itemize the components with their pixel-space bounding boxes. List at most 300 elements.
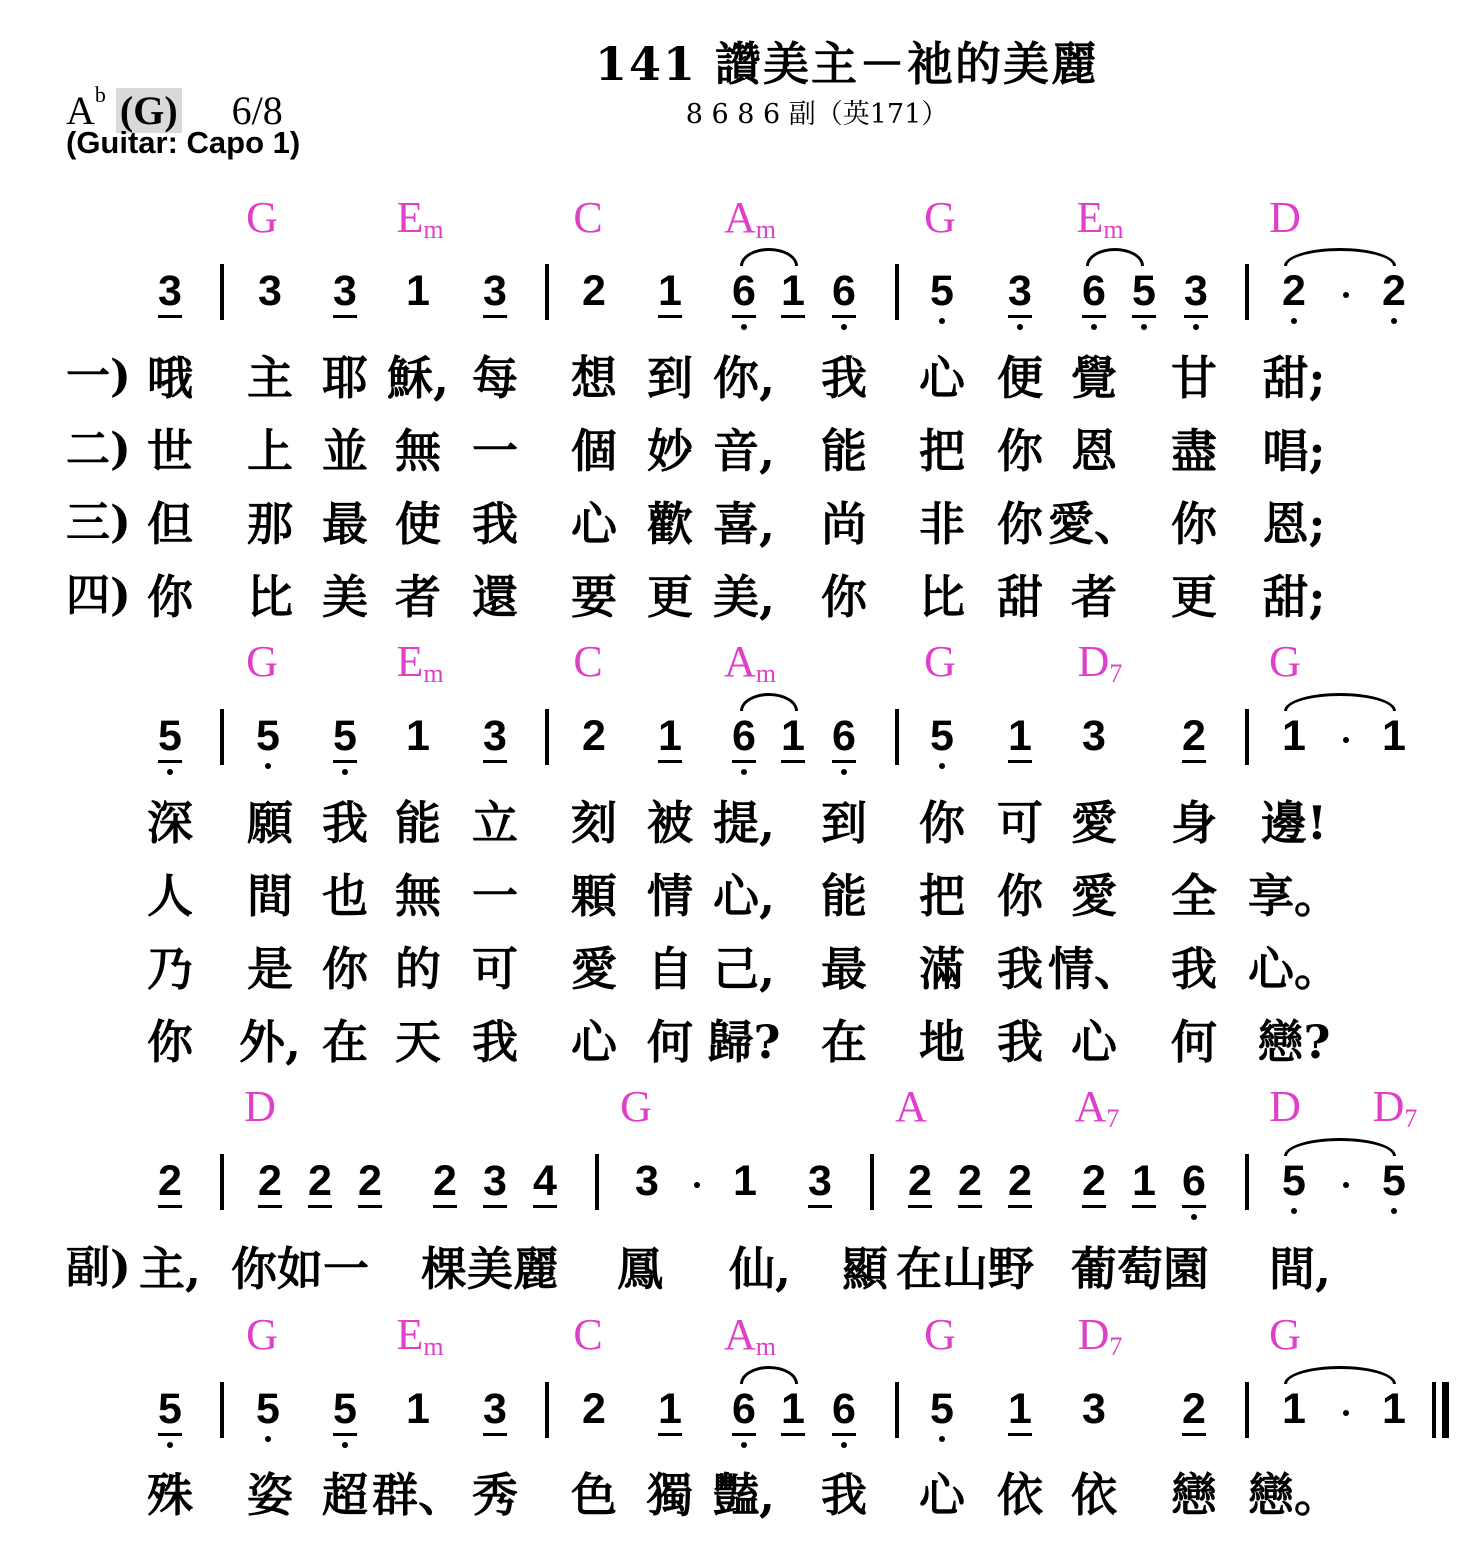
lyric-word: 一 [472,424,518,478]
capo-note: (Guitar: Capo 1) [66,125,301,160]
lyric-word: 者 [395,570,441,624]
note: 5 [333,1388,357,1436]
note: 2 [1382,267,1406,315]
lyric-word: 一 [472,869,518,923]
lyric-word: 甜; [1262,351,1326,405]
chord-root: E [396,193,424,242]
lyric-word: 心, [712,869,776,923]
note: 1 [781,1388,805,1436]
tie-arc [1284,1366,1396,1384]
tie-arc [1284,248,1396,266]
bar-line [1245,264,1249,320]
low-octave-dot [1017,324,1023,330]
note: 3 [483,715,507,763]
lyric-word: 甘 [1171,351,1217,405]
lyric-word: 我 [821,351,867,405]
lyric-word: 還 [472,570,518,624]
note: 6 [832,270,856,318]
chord-root: A [723,1310,756,1359]
note: 1 [733,1157,757,1205]
bar-line [220,709,224,765]
dot-extension [1343,737,1349,743]
note: 2 [1008,1160,1032,1208]
lyric-word: 最 [322,497,368,551]
lyric-word: 我 [821,1468,867,1522]
lyric-word: 愛 [1071,796,1117,850]
bar-line [220,264,224,320]
low-octave-dot [841,769,847,775]
lyric-word: 秀 [472,1468,518,1522]
chord-root: A [895,1082,927,1131]
lyric-word: 棵美麗 [421,1242,559,1296]
lyric-word: 心 [571,497,617,551]
low-octave-dot [342,1442,348,1448]
note: 3 [808,1160,832,1208]
lyric-word: 在山野 [896,1242,1034,1296]
lyric-word: 更 [1171,570,1217,624]
chord-symbol [573,637,603,686]
low-octave-dot [741,1442,747,1448]
lyric-word: 心 [919,351,965,405]
chord-symbol [1076,193,1124,244]
lyric-word: 戀? [1257,1015,1331,1069]
note: 1 [658,715,682,763]
tie-arc [740,1366,798,1384]
low-octave-dot [939,763,945,769]
chord-symbol [723,1310,777,1361]
lyric-word: 但 [147,497,193,551]
note: 1 [406,1385,430,1433]
lyric-word: 人 [147,869,193,923]
tie-arc [1086,248,1144,266]
bar-line [870,1154,874,1210]
final-barline-thick [1442,1382,1449,1438]
meter-line: 8 6 8 6 副（英171） [685,99,949,130]
lyric-word: 心 [1071,1015,1117,1069]
bar-line [1245,1382,1249,1438]
note: 2 [1082,1160,1106,1208]
lyric-word: 我 [997,1015,1043,1069]
note: 1 [1282,712,1306,760]
lyric-word: 把 [919,869,965,923]
note: 3 [483,270,507,318]
chord-root: G [620,1082,652,1131]
chord-symbol [1269,1082,1301,1131]
lyric-word: 我 [472,497,518,551]
lyric-word: 歸? [707,1015,781,1069]
lyric-word: 妙 [647,424,693,478]
note: 2 [908,1160,932,1208]
chord-symbol [396,1310,444,1361]
lyric-word: 盡 [1171,424,1217,478]
low-octave-dot [167,1442,173,1448]
lyric-word: 你 [147,570,193,624]
chord-root: G [924,193,956,242]
lyric-word: 仙, [728,1242,792,1296]
low-octave-dot [1391,318,1397,324]
note: 2 [1182,715,1206,763]
lyric-word: 比 [919,570,965,624]
key-a: A [66,88,95,133]
note: 1 [1008,715,1032,763]
lyric-word: 比 [247,570,293,624]
bar-line [545,264,549,320]
bar-line [220,1154,224,1210]
chord-quality: 7 [1109,659,1123,688]
note: 1 [1382,1385,1406,1433]
note: 6 [732,715,756,763]
lyric-word: 便 [997,351,1043,405]
chord-root: D [1269,193,1301,242]
note: 2 [308,1160,332,1208]
note: 1 [1382,712,1406,760]
lyric-word: 耶 [322,351,368,405]
lyric-word: 是 [247,942,293,996]
lyric-word: 外, [238,1015,302,1069]
chord-symbol [620,1082,652,1131]
bar-line [895,709,899,765]
lyric-word: 刻 [571,796,617,850]
lyric-word: 超 [322,1468,368,1522]
chord-symbol [1077,1310,1123,1361]
lyric-word: 愛 [571,942,617,996]
chord-quality: 7 [1106,1104,1120,1133]
note: 6 [732,270,756,318]
lyric-word: 也 [322,869,368,923]
lyric-word: 被 [647,796,693,850]
note: 3 [258,267,282,315]
low-octave-dot [741,324,747,330]
chord-root: E [396,637,424,686]
note: 5 [930,267,954,315]
chord-symbol [1269,193,1301,242]
lyric-word: 無 [395,869,441,923]
tie-arc [740,693,798,711]
low-octave-dot [1391,1208,1397,1214]
note: 5 [256,712,280,760]
low-octave-dot [1141,324,1147,330]
low-octave-dot [1191,1214,1197,1220]
low-octave-dot [841,324,847,330]
note: 1 [658,1388,682,1436]
lyric-word: 你如一 [231,1242,369,1296]
note: 2 [958,1160,982,1208]
lyric-word: 色 [571,1468,617,1522]
lyric-word: 提, [712,796,776,850]
verse-label: 三) [66,497,131,548]
note: 3 [1008,270,1032,318]
lyric-word: 主 [247,351,293,405]
lyric-word: 穌, [386,351,450,405]
note: 3 [483,1388,507,1436]
lyric-word: 恩 [1071,424,1117,478]
lyric-word: 你 [997,497,1043,551]
lyric-word: 那 [247,497,293,551]
chord-root: D [1077,1310,1110,1359]
lyric-word: 葡萄園 [1071,1242,1209,1296]
note: 1 [1282,1385,1306,1433]
chord-quality: m [423,1332,444,1361]
note: 5 [1132,270,1156,318]
note: 2 [358,1160,382,1208]
lyric-word: 可 [997,796,1043,850]
lyric-word: 你 [147,1015,193,1069]
lyric-word: 身 [1171,796,1217,850]
note: 2 [582,1385,606,1433]
bar-line [1245,1154,1249,1210]
lyric-word: 愛、 [1048,497,1140,551]
lyric-word: 歡 [647,497,693,551]
chord-quality: m [755,659,777,688]
low-octave-dot [1291,318,1297,324]
lyric-word: 主, [138,1242,202,1296]
lyric-word: 能 [821,869,867,923]
chord-quality: m [423,659,444,688]
chord-root: E [396,1310,424,1359]
dot-extension [1343,292,1349,298]
lyric-word: 依 [997,1468,1043,1522]
note: 5 [1282,1157,1306,1205]
dot-extension [1343,1410,1349,1416]
chord-symbol [244,1082,276,1131]
note: 2 [158,1160,182,1208]
hymn-title: 141 讚美主－祂的美麗 [594,37,1100,91]
lyric-word: 間 [247,869,293,923]
note: 2 [258,1160,282,1208]
lyric-word: 何 [1171,1015,1217,1069]
chord-quality: m [755,1332,777,1361]
lyric-word: 在 [322,1015,368,1069]
chord-symbol [246,637,278,686]
lyric-word: 尚 [821,497,867,551]
lyric-word: 乃 [147,942,193,996]
chord-root: A [1074,1082,1107,1131]
chord-root: E [1076,193,1104,242]
chord-symbol [246,1310,278,1359]
lyric-word: 天 [395,1015,441,1069]
lyric-word: 顆 [571,869,617,923]
lyric-word: 心 [571,1015,617,1069]
lyric-word: 全 [1171,869,1217,923]
note: 1 [781,270,805,318]
low-octave-dot [841,1442,847,1448]
lyric-word: 能 [395,796,441,850]
note: 1 [1008,1388,1032,1436]
lyric-word: 更 [647,570,693,624]
lyric-word: 戀 [1171,1468,1217,1522]
low-octave-dot [1091,324,1097,330]
chord-root: D [1269,1082,1301,1131]
lyric-word: 豔, [712,1468,776,1522]
note: 3 [1082,1385,1106,1433]
lyric-word: 地 [919,1015,965,1069]
chord-symbol [895,1082,927,1131]
lyric-word: 立 [472,796,518,850]
lyric-word: 覺 [1071,351,1117,405]
chord-root: D [1077,637,1110,686]
lyric-word: 要 [571,570,617,624]
lyric-word: 自 [647,942,693,996]
note: 5 [1382,1157,1406,1205]
lyric-word: 邊! [1260,796,1328,850]
chord-root: G [924,637,956,686]
lyric-word: 甜; [1262,570,1326,624]
lyric-word: 非 [919,497,965,551]
note: 5 [930,1385,954,1433]
note: 1 [658,270,682,318]
note: 4 [533,1160,557,1208]
note: 2 [582,267,606,315]
lyric-word: 美, [712,570,776,624]
lyric-word: 享。 [1248,869,1340,923]
lyric-word: 愛 [1071,869,1117,923]
lyric-word: 甜 [997,570,1043,624]
lyric-word: 你 [322,942,368,996]
lyric-word: 你 [997,869,1043,923]
note: 5 [256,1385,280,1433]
lyric-word: 我 [322,796,368,850]
lyric-word: 想 [571,351,617,405]
verse-label: 四) [66,570,131,621]
key-flat: b [94,82,106,107]
lyric-word: 在 [821,1015,867,1069]
key-g: (G) [116,88,182,133]
low-octave-dot [741,769,747,775]
chord-quality: m [1103,215,1124,244]
chord-symbol [924,193,956,242]
chord-symbol [1269,637,1301,686]
dot-extension [694,1182,700,1188]
note: 5 [158,715,182,763]
note: 3 [1082,712,1106,760]
lyric-word: 情 [647,869,693,923]
lyric-word: 每 [472,351,518,405]
lyric-word: 的 [395,942,441,996]
note: 2 [1282,267,1306,315]
bar-line [220,1382,224,1438]
chord-root: G [246,193,278,242]
low-octave-dot [167,769,173,775]
lyric-word: 唱; [1262,424,1326,478]
tie-arc [740,248,798,266]
note: 5 [158,1388,182,1436]
lyric-word: 個 [571,424,617,478]
bar-line [1245,709,1249,765]
chord-quality: m [755,215,777,244]
lyric-word: 美 [322,570,368,624]
final-barline-thin [1432,1382,1436,1438]
lyric-word: 可 [472,942,518,996]
chord-symbol [1074,1082,1120,1133]
note: 3 [1184,270,1208,318]
lyric-word: 深 [147,796,193,850]
note: 2 [433,1160,457,1208]
note: 6 [832,1388,856,1436]
chord-symbol [723,637,777,688]
note: 5 [930,712,954,760]
chord-root: G [1269,637,1301,686]
tie-arc [1284,1138,1396,1156]
low-octave-dot [1193,324,1199,330]
lyric-word: 戀。 [1248,1468,1340,1522]
low-octave-dot [342,769,348,775]
lyric-word: 並 [322,424,368,478]
lyric-word: 你, [712,351,776,405]
lyric-word: 情、 [1048,942,1140,996]
chord-root: G [246,637,278,686]
verse-label: 一) [66,351,131,402]
lyric-word: 你 [1171,497,1217,551]
lyric-word: 到 [821,796,867,850]
chord-root: G [246,1310,278,1359]
note: 3 [158,270,182,318]
chord-symbol [573,193,603,242]
lyric-word: 把 [919,424,965,478]
lyric-word: 願 [247,796,293,850]
lyric-word: 恩; [1262,497,1326,551]
chord-root: D [1372,1082,1405,1131]
chord-symbol [1269,1310,1301,1359]
chord-root: A [723,637,756,686]
lyric-word: 何 [647,1015,693,1069]
low-octave-dot [265,1436,271,1442]
chord-quality: 7 [1109,1332,1123,1361]
chord-symbol [246,193,278,242]
note: 1 [1132,1160,1156,1208]
lyric-word: 你 [821,570,867,624]
chorus-label: 副) [66,1242,131,1293]
lyric-word: 己, [712,942,776,996]
chord-root: C [573,637,603,686]
chord-symbol [1372,1082,1418,1133]
note: 2 [582,712,606,760]
note: 5 [333,715,357,763]
lyric-word: 我 [1171,942,1217,996]
bar-line [545,1382,549,1438]
lyric-word: 者 [1071,570,1117,624]
note: 6 [832,715,856,763]
lyric-word: 最 [821,942,867,996]
lyric-word: 心 [919,1468,965,1522]
chord-quality: m [423,215,444,244]
lyric-word: 使 [395,497,441,551]
note: 6 [732,1388,756,1436]
chord-root: A [723,193,756,242]
low-octave-dot [939,1436,945,1442]
lyric-word: 依 [1071,1468,1117,1522]
lyric-word: 世 [147,424,193,478]
lyric-word: 你 [997,424,1043,478]
bar-line [895,1382,899,1438]
lyric-word: 音, [712,424,776,478]
low-octave-dot [265,763,271,769]
chord-root: C [573,1310,603,1359]
lyric-word: 喜, [712,497,776,551]
lyric-word: 能 [821,424,867,478]
lyric-word: 哦 [147,351,193,405]
chord-symbol [924,637,956,686]
lyric-word: 你 [919,796,965,850]
dot-extension [1343,1182,1349,1188]
lyric-word: 心。 [1248,942,1340,996]
lyric-word: 鳳 [617,1242,663,1296]
chord-symbol [573,1310,603,1359]
chord-symbol [723,193,777,244]
lyric-word: 間, [1268,1242,1332,1296]
chord-root: C [573,193,603,242]
lyric-word: 無 [395,424,441,478]
lyric-word: 姿 [247,1468,293,1522]
